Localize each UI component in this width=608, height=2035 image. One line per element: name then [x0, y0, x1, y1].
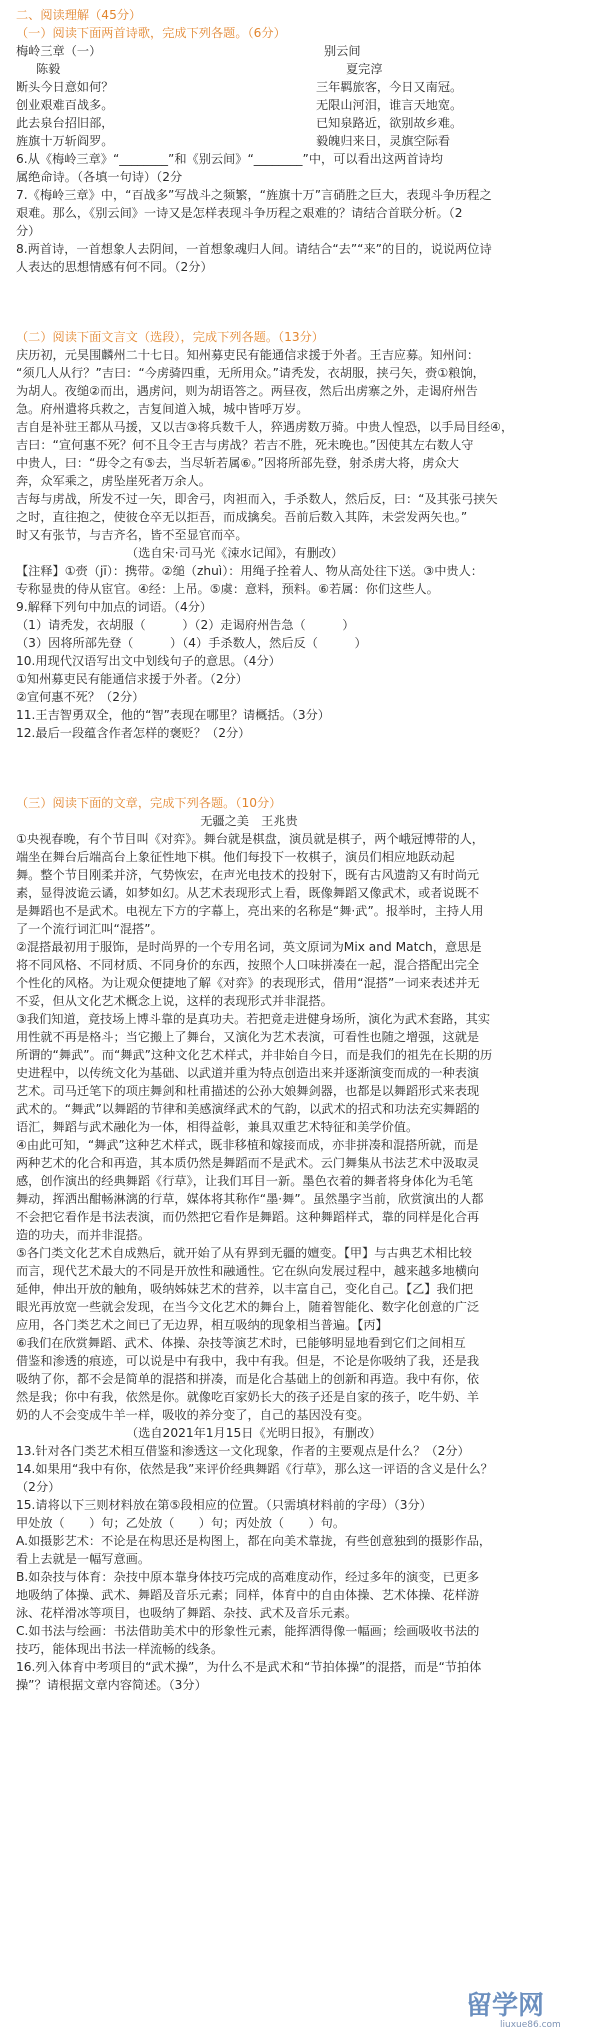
article-line: 用性就不再是格斗；当它搬上了舞台，又演化为艺术表演，可看性也随之增强，这就是 — [16, 1030, 480, 1044]
article-line: 舞动，挥洒出酣畅淋漓的行草，媒体将其称作“墨·舞”。虽然墨字当前，欣赏演出的人都 — [16, 1192, 484, 1206]
article-line: 端坐在舞台后端高台上象征性地下棋。他们每投下一枚棋子，演员们相应地跃动起 — [16, 850, 455, 864]
question-8-cont: 人表达的思想情感有何不同。（2分） — [16, 260, 213, 274]
text-line: 吉每与虏战，所发不过一矢，即舍弓，肉袒而入，手杀数人，然后反，曰：“及其张弓挟矢 — [16, 492, 498, 506]
poem2-title: 别云间 — [324, 44, 361, 58]
question-9-item: （1）请秃发，衣胡服（ ）（2）走谒府州告急（ ） — [16, 618, 355, 632]
article-line: 是舞蹈也不是武术。电视左下方的字幕上，亮出来的名称是“舞·武”。报举时，主持人用 — [16, 904, 484, 918]
question-15-options — [16, 1532, 592, 1658]
article-line: 而言，现代艺术最大的不同是开放性和融通性。它在纵向发展过程中，越来越多地横向 — [16, 1264, 480, 1278]
text-line: 奔，众军乘之，虏坠崖死者万余人。 — [16, 474, 211, 488]
text-line: 急。府州遣将兵救之，吉复间道入城，城中皆呼万岁。 — [16, 402, 309, 416]
question-11: 11.王吉智勇双全，他的“智”表现在哪里？请概括。（3分） — [16, 708, 330, 722]
article-line: 感，创作演出的经典舞蹈《行草》，让我们耳目一新。墨色衣着的舞者将身体化为毛笔 — [16, 1174, 474, 1188]
text-line: 吉自是补驻王都从马援，又以吉③将兵数千人，猝遇虏数万骑。中贵人惶恐，以手局目经④， — [16, 420, 514, 434]
question-12: 12.最后一段蕴含作者怎样的褒贬？（2分） — [16, 726, 251, 740]
question-15: 15.请将以下三则材料放在第⑤段相应的位置。（只需填材料前的字母）（3分） — [16, 1498, 432, 1512]
article-line: ②混搭最初用于服饰，是时尚界的一个专用名词，英文原词为Mix and Match，意思是 — [16, 940, 482, 954]
text-line: 中贵人，曰：“毋令之有⑤去，当尽斩若属⑥。”因将所部先登，射杀虏大将，虏众大 — [16, 456, 459, 470]
article-title: 无疆之美 王兆贵 — [200, 814, 298, 828]
question-9-item: （3）因将所部先登（ ）（4）手杀数人，然后反（ ） — [16, 636, 367, 650]
option-line: B.如杂技与体育：杂技中原本靠身体技巧完成的高难度动作，经过多年的演变，已更多 — [16, 1570, 480, 1584]
question-10-item: ②宣何惠不死？（2分） — [16, 690, 145, 704]
poem1-author: 陈毅 — [36, 62, 61, 76]
article-line: ⑥我们在欣赏舞蹈、武术、体操、杂技等演艺术时，已能够明显地看到它们之间相互 — [16, 1336, 466, 1350]
watermark-logo — [460, 1986, 600, 2030]
article-line: 将不同风格、不同材质、不同身价的东西，按照个人口味拼凑在一起，混合搭配出完全 — [16, 958, 480, 972]
section-title: 二、阅读理解（45分） — [16, 8, 142, 22]
poem2 — [316, 42, 596, 150]
article-line: 吸纳了你，都不会是简单的混搭和拼凑，而是化合基础上的创新和再造。我中有你，依 — [16, 1372, 480, 1386]
question-7-cont: 艰难。那么，《别云间》一诗又是怎样表现斗争历程之艰难的？请结合首联分析。（2 — [16, 206, 463, 220]
poem2-line: 三年羁旅客，今日又南冠。 — [316, 80, 463, 94]
article-line: 借鉴和渗透的痕迹，可以说是中有我中，我中有我。但是，不论是你吸纳了我，还是我 — [16, 1354, 480, 1368]
article-line: 艺术。司马迁笔下的项庄舞剑和杜甫描述的公孙大娘舞剑器，也都是以舞蹈形式来表现 — [16, 1084, 480, 1098]
poem2-author: 夏完淳 — [346, 62, 383, 76]
text-line: 时又有张节，与吉齐名，皆不至显官而卒。 — [16, 528, 248, 542]
question-6: 6.从《梅岭三章》“________”和《别云间》“________”中，可以看出这两首诗均 — [16, 152, 443, 166]
article-line: ④由此可知，“舞武”这种艺术样式，既非移植和嫁接而成，亦非拼凑和混搭所就，而是 — [16, 1138, 479, 1152]
question-14-cont: （2分） — [16, 1480, 61, 1494]
poem1-title: 梅岭三章（一） — [16, 44, 102, 58]
article-line: 延伸，伸出开放的触角，吸纳姊妹艺术的营养，以丰富自己，变化自己。【乙】我们把 — [16, 1282, 474, 1296]
question-15-blanks: 甲处放（ ）句；乙处放（ ）句；丙处放（ ）句。 — [16, 1516, 346, 1530]
poem1-line: 创业艰难百战多。 — [16, 98, 114, 112]
option-line: 技巧，能体现出书法一样流畅的线条。 — [16, 1642, 224, 1656]
option-line: 泳、花样滑冰等项目，也吸纳了舞蹈、杂技、武术及音乐元素。 — [16, 1606, 358, 1620]
text-line: 之时，直往抱之，使彼仓卒无以拒吾，而成擒矣。吾前后数入其阵，未尝发两矢也。” — [16, 510, 468, 524]
text-line: 庆历初，元昊围麟州二十七日。知州募吏民有能通信求援于外者。王吉应募。知州问： — [16, 348, 480, 362]
article-line: 不会把它看作是书法表演，而仍然把它看作是舞蹈。这种舞蹈样式，靠的同样是化合再 — [16, 1210, 480, 1224]
part2-heading: （二）阅读下面文言文（选段），完成下列各题。（13分） — [16, 330, 324, 344]
poem2-line: 无限山河泪，谁言天地宽。 — [316, 98, 463, 112]
watermark-url: liuxue86.com — [500, 2020, 561, 2030]
text-line: “须几人从行？”吉曰：“今虏骑四重，无所用众。”请秃发，衣胡服，挟弓矢，赍①粮饷， — [16, 366, 485, 380]
article-line: 个性化的风格。为让观众便捷地了解《对弈》的表现形式，借用“混搭”一词来表述并无 — [16, 976, 480, 990]
option-line: 地吸纳了体操、武术、舞蹈及音乐元素；同样，体育中的自由体操、艺术体操、花样游 — [16, 1588, 480, 1602]
article-body — [16, 830, 592, 1424]
article-line: 史进程中，以传统文化为基础、以武道并重为特点创造出来并逐渐演变而成的一种表演 — [16, 1066, 480, 1080]
article-line: 武术的。“舞武”以舞蹈的节律和美感演绎武术的气韵，以武术的招式和功法充实舞蹈的 — [16, 1102, 480, 1116]
question-10-item: ①知州募吏民有能通信求援于外者。（2分） — [16, 672, 248, 686]
question-16-cont: 操”？请根据文章内容简述。（3分） — [16, 1678, 207, 1692]
poem1-line: 断头今日意如何？ — [16, 80, 114, 94]
option-line: A.如摄影艺术：不论是在构思还是构图上，都在向美术靠拢，有些创意独到的摄影作品， — [16, 1534, 492, 1548]
article-line: 了一个流行词汇叫“混搭”。 — [16, 922, 163, 936]
text-line: 吉曰：“宣何惠不死？何不且令王吉与虏战？若吉不胜，死未晚也。”因使其左右数人守 — [16, 438, 474, 452]
poem2-line: 已知泉路近，欲别故乡难。 — [316, 116, 463, 130]
poems — [16, 42, 592, 150]
article-line: 素，显得波诡云谲，如梦如幻。从艺术表现形式上看，既像舞蹈又像武术，或者说既不 — [16, 886, 480, 900]
question-9: 9.解释下列句中加点的词语。（4分） — [16, 600, 213, 614]
article-line: 奶的人不会变成牛羊一样，吸收的养分变了，自己的基因没有变。 — [16, 1408, 370, 1422]
article-line: 两种艺术的化合和再造，其本质仍然是舞蹈而不是武术。云门舞集从书法艺术中汲取灵 — [16, 1156, 480, 1170]
question-14: 14.如果用“我中有你，依然是我”来评价经典舞蹈《行草》，那么这一评语的含义是什么？ — [16, 1462, 493, 1476]
article-line: 语汇，舞蹈与武术融化为一体，相得益彰，兼具双重艺术特征和美学价值。 — [16, 1120, 419, 1134]
question-7: 7.《梅岭三章》中，“百战多”写战斗之频繁，“旌旗十万”言硝胜之巨大，表现斗争历程之 — [16, 188, 492, 202]
article-line: ①央视春晚，有个节目叫《对弈》。舞台就是棋盘，演员就是棋子，两个峨冠博带的人， — [16, 832, 484, 846]
text-source: （选自宋·司马光《涑水记闻》，有删改） — [126, 546, 344, 560]
part1-heading: （一）阅读下面两首诗歌，完成下列各题。（6分） — [16, 26, 286, 40]
article-source: （选自2021年1月15日《光明日报》，有删改） — [126, 1426, 382, 1440]
article-line: 所谓的“舞武”。而“舞武”这种文化艺术样式，并非始自今日，而是我们的祖先在长期的历 — [16, 1048, 493, 1062]
option-line: C.如书法与绘画：书法借助美术中的形象性元素，能挥洒得像一幅画；绘画吸收书法的 — [16, 1624, 480, 1638]
notes-line: 专称显贵的侍从宦官。④经：上吊。⑤虞：意料，预料。⑥若属：你们这些人。 — [16, 582, 439, 596]
watermark-text: 留学网 — [466, 1991, 545, 2021]
article-line: 不妥，但从文化艺术概念上说，这样的表现形式并非混搭。 — [16, 994, 333, 1008]
text-line: 为胡人。夜缒②而出，遇虏问，则为胡语答之。两昼夜，然后出虏寨之外，走谒府州告 — [16, 384, 478, 398]
question-6-cont: 属绝命诗。（各填一句诗）（2分 — [16, 170, 183, 184]
part3-heading: （三）阅读下面的文章，完成下列各题。（10分） — [16, 796, 282, 810]
poem1-line: 旌旗十万斩阎罗。 — [16, 134, 114, 148]
question-7-cont: 分） — [16, 224, 41, 238]
classical-text — [16, 346, 592, 544]
poem2-line: 毅魄归来日，灵旗空际看 — [316, 134, 451, 148]
question-10: 10.用现代汉语写出文中划线句子的意思。（4分） — [16, 654, 281, 668]
article-line: 应用，各门类艺术之间已了无边界，相互吸纳的现象相当普遍。【丙】 — [16, 1318, 388, 1332]
question-16: 16.列入体育中考项目的“武术操”，为什么不是武术和“节拍体操”的混搭，而是“节拍体 — [16, 1660, 482, 1674]
article-line: 造的功夫，而并非混搭。 — [16, 1228, 151, 1242]
option-line: 看上去就是一幅写意画。 — [16, 1552, 151, 1566]
article-line: 然是我；你中有我，依然是你。就像吃百家奶长大的孩子还是自家的孩子，吃牛奶、羊 — [16, 1390, 480, 1404]
question-13: 13.针对各门类艺术相互借鉴和渗透这一文化现象，作者的主要观点是什么？（2分） — [16, 1444, 470, 1458]
article-line: ⑤各门类文化艺术自成熟后，就开始了从有界到无疆的嬗变。【甲】与古典艺术相比较 — [16, 1246, 472, 1260]
article-line: 眼光再放宽一些就会发现，在当今文化艺术的舞台上，随着智能化、数字化创意的广泛 — [16, 1300, 480, 1314]
article-line: 舞。整个节目刚柔并济，气势恢宏，在声光电技术的投射下，既有古风遗韵又有时尚元 — [16, 868, 480, 882]
poem1 — [16, 42, 316, 150]
notes-line: 【注释】①赍（jī）：携带。②缒（zhuì）：用绳子拴着人、物从高处往下送。③中贵人： — [16, 564, 483, 578]
poem1-line: 此去泉台招旧部， — [16, 116, 114, 130]
article-line: ③我们知道，竟技场上博斗靠的是真功夫。若把竟走进健身场所，演化为武术套路，其实 — [16, 1012, 491, 1026]
question-8: 8.两首诗，一首想象人去阴间，一首想象魂归人间。请结合“去”“来”的目的，说说两位诗 — [16, 242, 492, 256]
